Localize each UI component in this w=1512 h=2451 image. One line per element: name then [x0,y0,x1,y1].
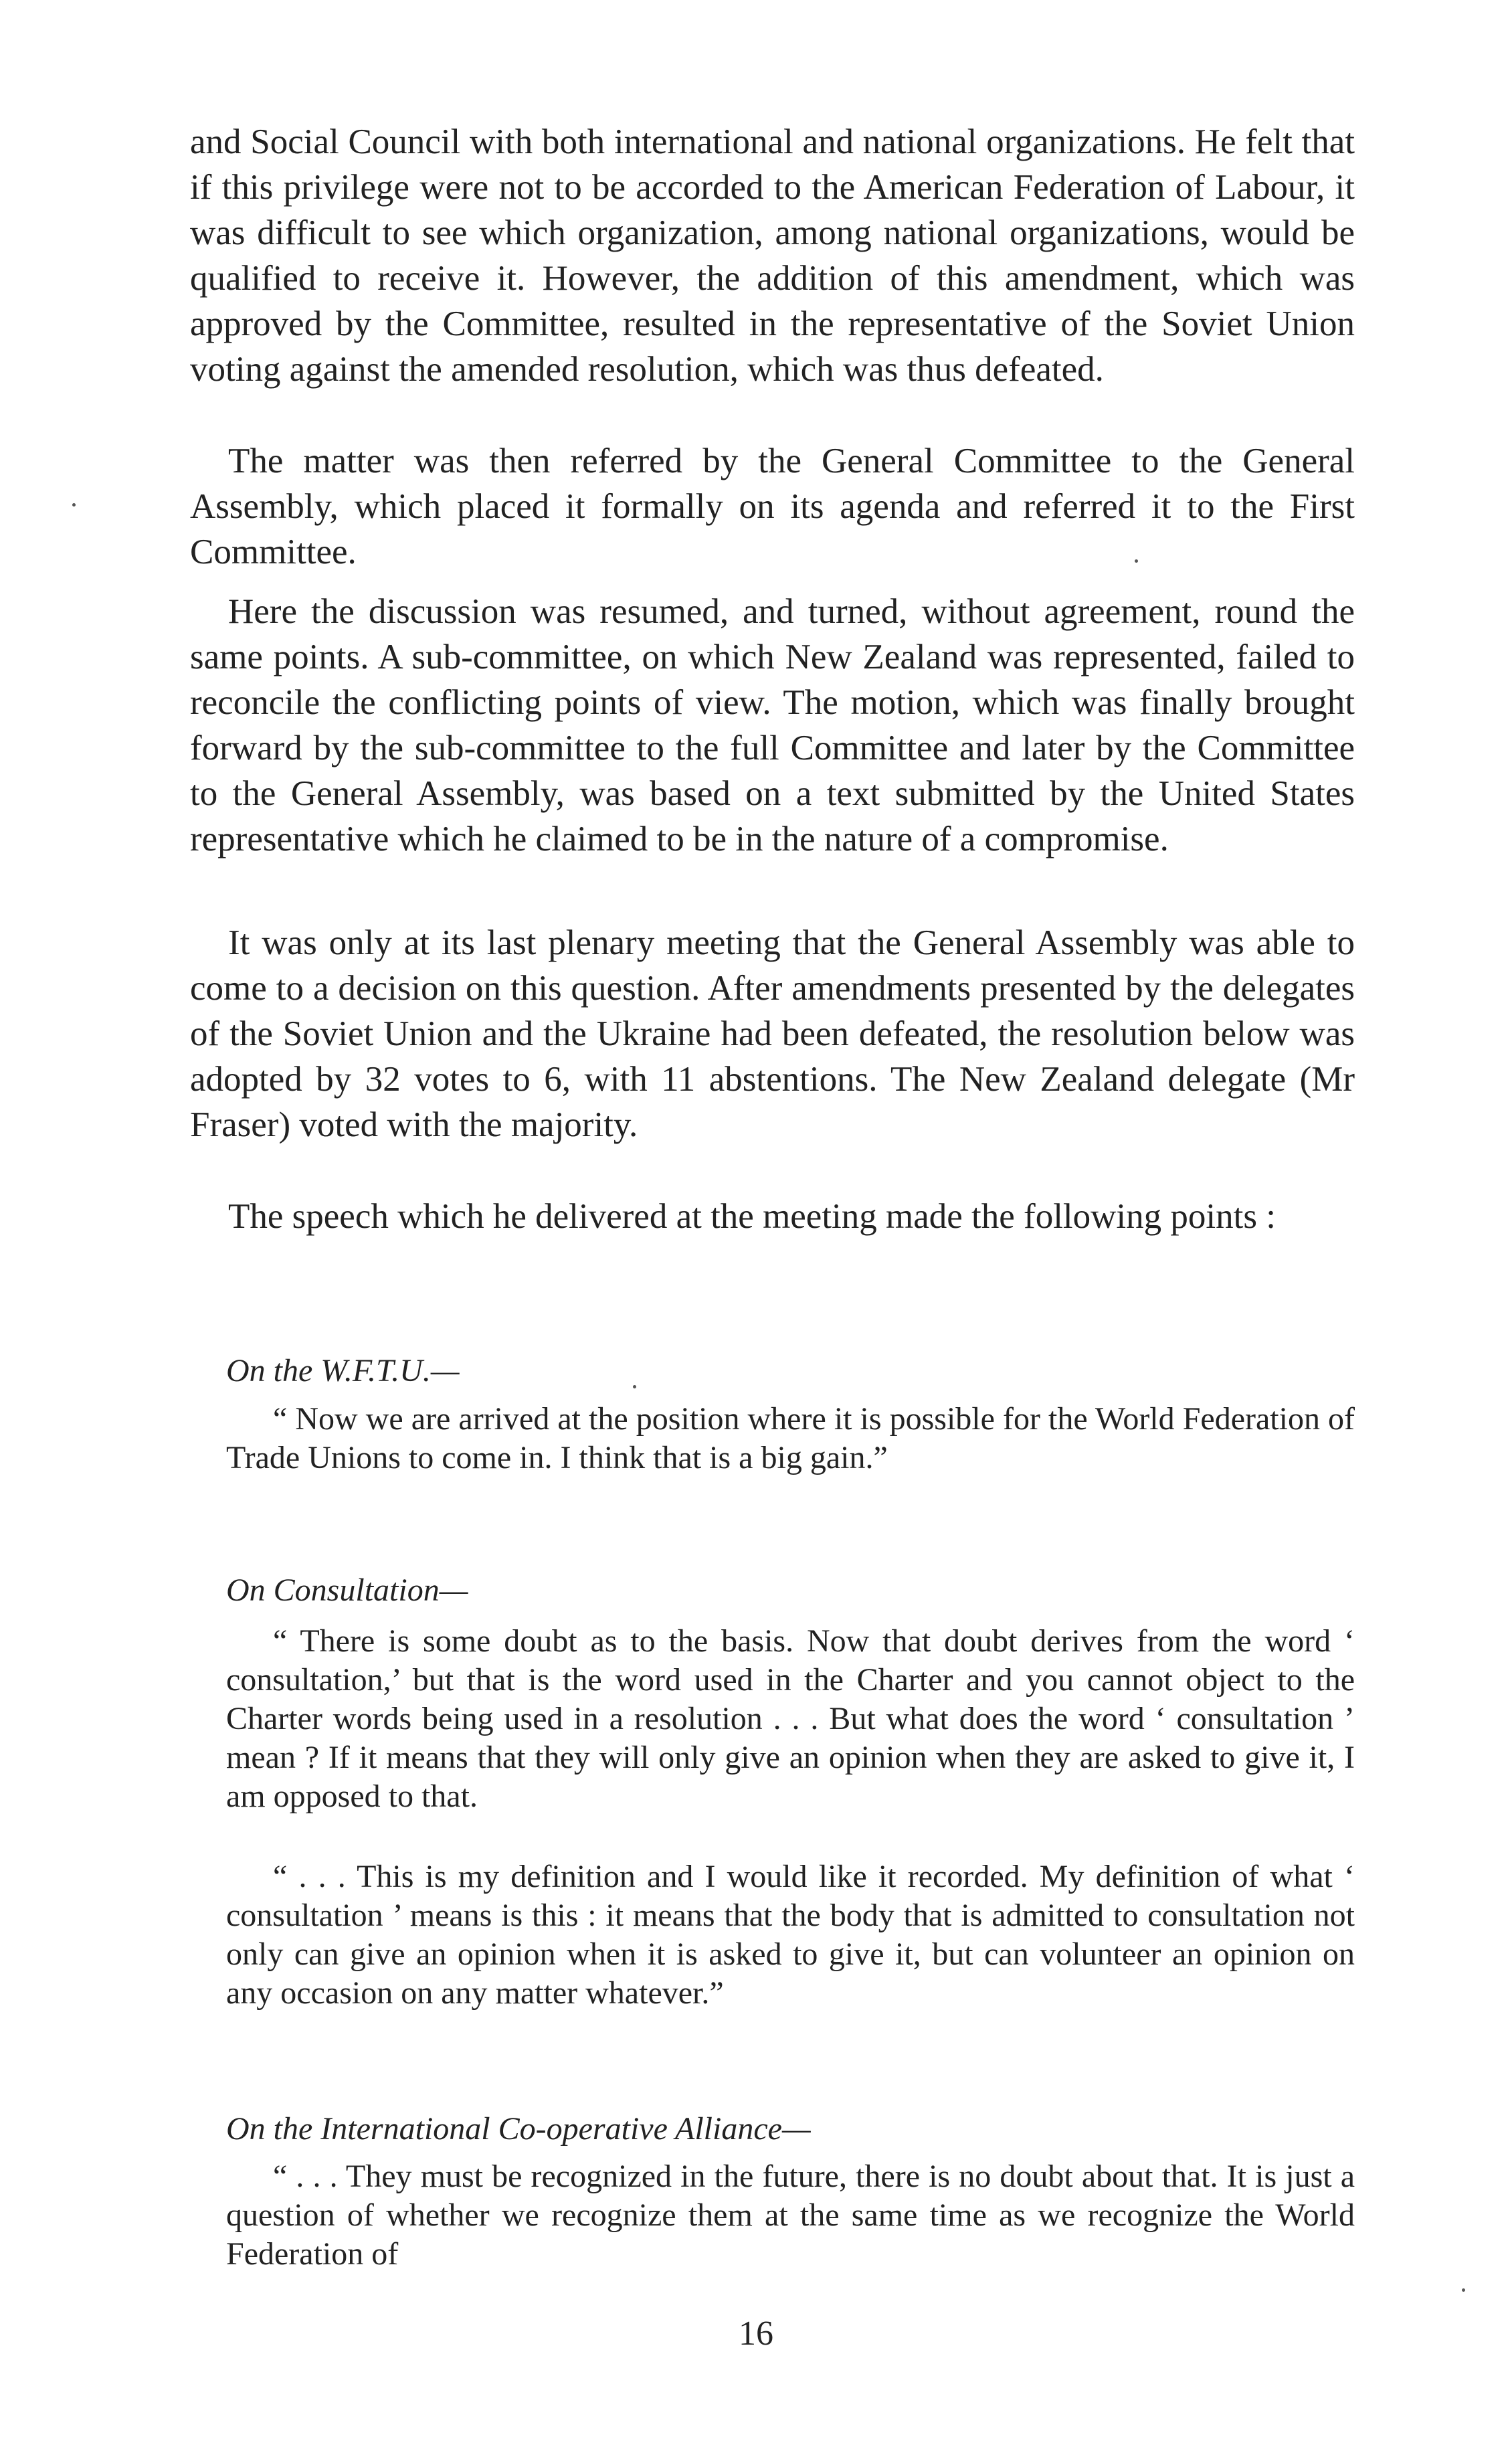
paragraph-plenary-meeting: It was only at its last plenary meeting that the General Assembly was able to come to a decision on this question. After amendments presented by the delegates of the Soviet Union and the Ukraine had been defeated, the resolution below was adopted by 32 votes to 6, with 11 abstentions. The New Zealand delegate (Mr Fraser) voted with the majority. [190,923,1355,1144]
quote-cooperative-alliance: “ . . . They must be recognized in the future, there is no doubt about that. It is just a question of whether we recognize them at the same time as we recognize the World Federation of [226,2159,1355,2272]
scan-speck [72,503,76,507]
quote-consultation-definition: “ . . . This is my definition and I would like it recorded. My definition of what ‘ consultation ’ means is this : it means that the body that is admitted to consultation not only can give an opinion when it is asked to give it, but can volunteer an opinion on any occasion on any matter whatever.” [226,1859,1355,2011]
quote-consultation-basis: “ There is some doubt as to the basis. Now that doubt derives from the word ‘ consultation,’ but that is the word used in the Charter and you cannot object to the Charter words being used in a resolution . . . But what does the word ‘ consultation ’ mean ? If it means that they will only give an opinion when they are asked to give it, I am opposed to that. [226,1623,1355,1814]
heading-consultation: On Consultation— [226,1572,468,1608]
page-number: 16 [739,2314,773,2353]
heading-cooperative-alliance: On the International Co-operative Alliance— [226,2111,811,2147]
paragraph-sub-committee: Here the discussion was resumed, and turned, without agreement, round the same points. A sub-committee, on which New Zealand was represented, failed to reconcile the conflicting points of view. The motion, which was finally brought forward by the sub-committee to the full Committee and later by the Committee to the General Assembly, was based on a text submitted by the United States representative which he claimed to be in the nature of a compromise. [190,592,1355,858]
heading-wftu: On the W.F.T.U.— [226,1353,460,1388]
scan-speck [633,1385,636,1388]
paragraph-speech-points: The speech which he delivered at the meeting made the following points : [228,1197,1276,1236]
quote-wftu: “ Now we are arrived at the position where it is possible for the World Federation of Trade Unions to come in. I think that is a big gain.” [226,1401,1355,1475]
paragraph-council-continuation: and Social Council with both international and national organizations. He felt that if this privilege were not to be accorded to the American Federation of Labour, it was difficult to see which organization, among national organizations, would be qualified to receive it. However, the addition of this amendment, which was approved by the Committee, resulted in the representative of the Soviet Union voting against the amended resolution, which was thus defeated. [190,122,1355,389]
paragraph-general-committee: The matter was then referred by the General Committee to the General Assembly, which placed it formally on its agenda and referred it to the First Committee. [190,442,1355,571]
scan-speck [1462,2288,1465,2292]
scan-speck [1135,559,1138,563]
